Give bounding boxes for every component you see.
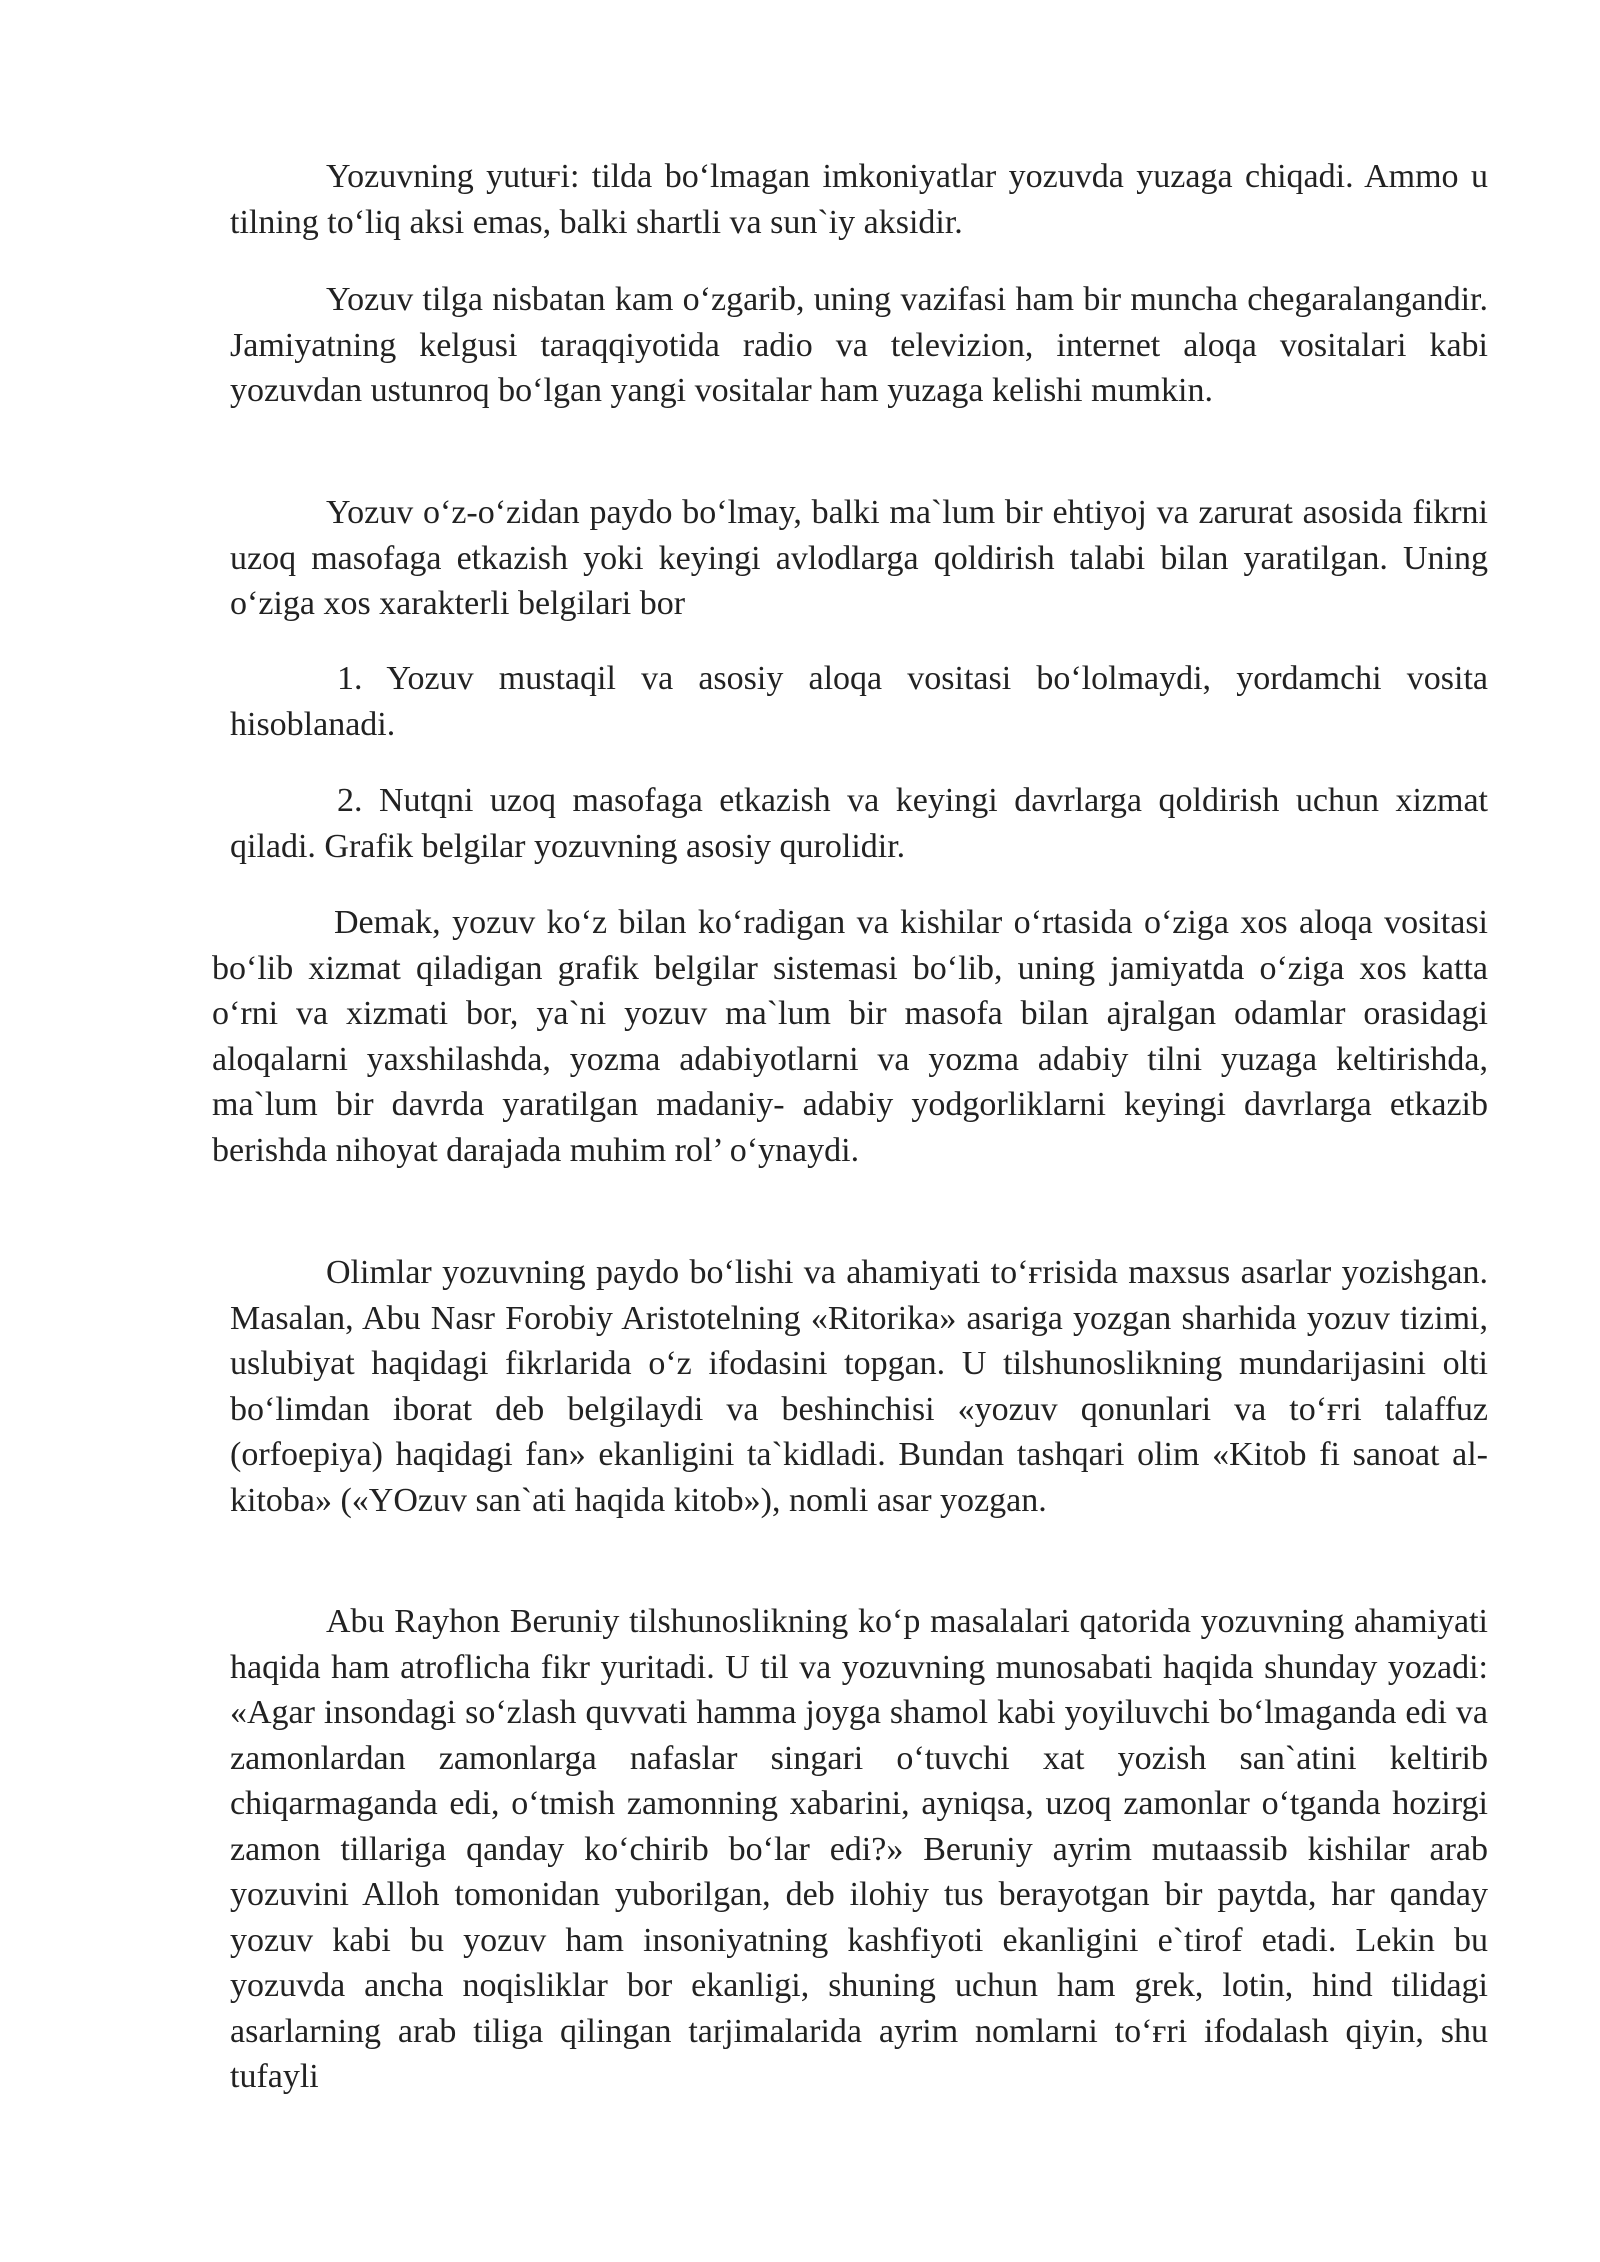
list-item-1: 1. Yozuv mustaqil va asosiy aloqa vositasi bo‘lolmaydi, yordamchi vosita hisoblanadi. — [230, 660, 1488, 743]
paragraph-writing-origin: Yozuv o‘z-o‘zidan paydo bo‘lmay, balki ma`lum bir ehtiyoj va zarurat asosida fikrni uzoq masofaga etkazish yoki keyingi avlodlarga qoldirish talabi bilan yaratilgan. Uning o‘ziga xos xarakterli belgilari bor — [230, 494, 1488, 622]
paragraph-demak: Demak, yozuv ko‘z bilan ko‘radigan va kishilar o‘rtasida o‘ziga xos aloqa vositasi bo‘lib xizmat qiladigan grafik belgilar sistemasi bo‘lib, uning jamiyatda o‘ziga xos katta o‘rni va xizmati bor, ya`ni yozuv ma`lum bir masofa bilan ajralgan odamlar orasidagi aloqalarni yaxshilashda, yozma adabiyotlarni va yozma adabiy tilni yuzaga keltirishda, ma`lum bir davrda yaratilgan madaniy- adabiy yodgorliklarni keyingi davrlarga etkazib berishda nihoyat darajada muhim rol’ o‘ynaydi. — [212, 904, 1488, 1169]
list-item-2: 2. Nutqni uzoq masofaga etkazish va keyingi davrlarga qoldirish uchun xizmat qiladi. Grafik belgilar yozuvning asosiy qurolidir. — [230, 782, 1488, 865]
paragraph-writing-advantage: Yozuvning yutuғi: tilda bo‘lmagan imkoniyatlar yozuvda yuzaga chiqadi. Ammo u tilning to‘liq aksi emas, balki shartli va sun`iy aksidir. — [230, 158, 1488, 241]
paragraph-beruniy: Abu Rayhon Beruniy tilshunoslikning ko‘p masalalari qatorida yozuvning ahamiyati haqida ham atroflicha fikr yuritadi. U til va yozuvning munosabati haqida shunday yozadi: «Agar insondagi so‘zlash quvvati hamma joyga shamol kabi yoyiluvchi bo‘lmaganda edi va zamonlardan zamonlarga nafaslar singari o‘tuvchi xat yozish san`atini keltirib chiqarmaganda edi, o‘tmish zamonning xabarini, ayniqsa, uzoq zamonlar o‘tganda hozirgi zamon tillariga qanday ko‘chirib bo‘lar edi?» Beruniy ayrim mutaassib kishilar arab yozuvini Alloh tomonidan yuborilgan, deb ilohiy tus berayotgan bir paytda, har qanday yozuv kabi bu yozuv ham insoniyatning kashfiyoti ekanligini e`tirof etadi. Lekin bu yozuvda ancha noqisliklar bor ekanligi, shuning uchun ham grek, lotin, hind tilidagi asarlarning arab tiliga qilingan tarjimalarida ayrim nomlarni to‘ғri ifodalash qiyin, shu tufayli — [230, 1603, 1488, 2095]
paragraph-scholars: Olimlar yozuvning paydo bo‘lishi va ahamiyati to‘ғrisida maxsus asarlar yozishgan. Masalan, Abu Nasr Forobiy Aristotelning «Ritorika» asariga yozgan sharhida yozuv tizimi, uslubiyat haqidagi fikrlarida o‘z ifodasini topgan. U tilshunoslikning mundarijasini olti bo‘limdan iborat deb belgilaydi va beshinchisi «yozuv qonunlari va to‘ғri talaffuz (orfoepiya) haqidagi fan» ekanligini ta`kidladi. Bundan tashqari olim «Kitob fi sanoat al-kitoba» («YOzuv san`ati haqida kitob»), nomli asar yozgan. — [230, 1254, 1488, 1519]
paragraph-writing-change: Yozuv tilga nisbatan kam o‘zgarib, uning vazifasi ham bir muncha chegaralangandir. Jamiyatning kelgusi taraqqiyotida radio va televizion, internet aloqa vositalari kabi yozuvdan ustunroq bo‘lgan yangi vositalar ham yuzaga kelishi mumkin. — [230, 281, 1488, 409]
